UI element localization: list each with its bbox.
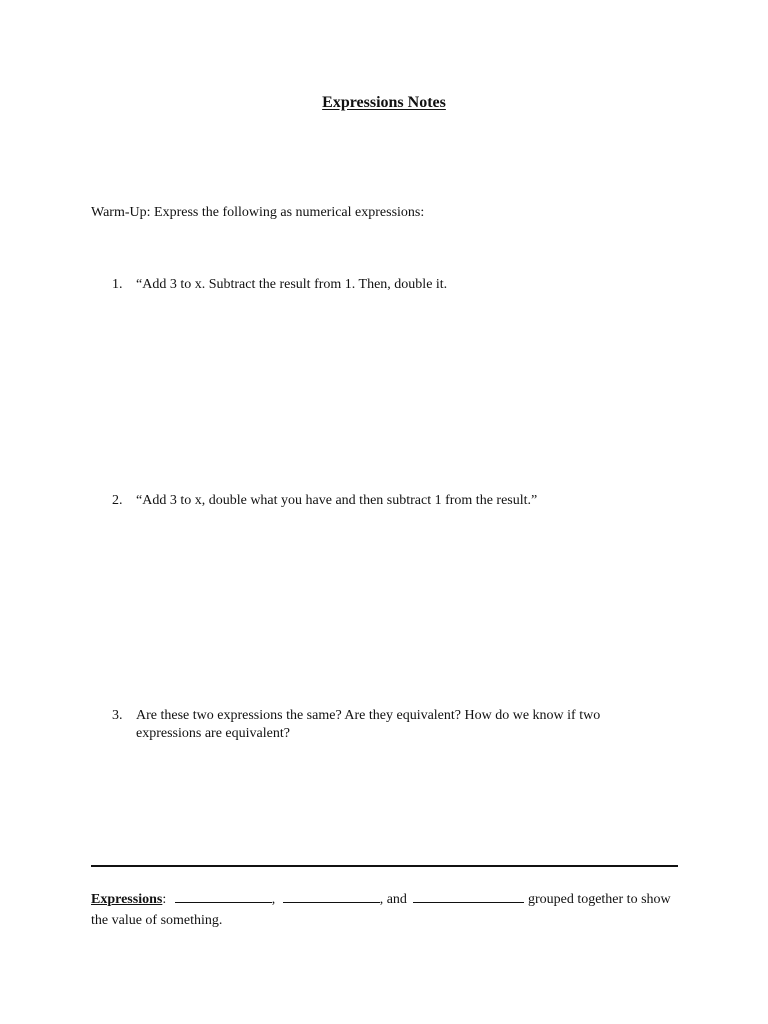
comma: , [379, 892, 384, 907]
section-divider [91, 865, 678, 867]
definition-and: and [386, 892, 407, 907]
fill-in-blank-2[interactable] [283, 890, 380, 903]
question-3 [112, 707, 657, 743]
comma: , [271, 892, 276, 907]
question-text: “Add 3 to x. Subtract the result from 1. Then, double it. [136, 277, 448, 292]
question-text: Are these two expressions the same? Are they equivalent? How do we know if two expressions are equivalent? [136, 708, 601, 741]
warmup-instructions: Warm-Up: Express the following as numerical expressions: [91, 205, 425, 220]
question-1 [112, 276, 672, 294]
question-2 [112, 492, 672, 510]
expressions-definition [91, 889, 681, 931]
question-number: 1. [112, 277, 123, 292]
definition-term: Expressions [91, 892, 163, 907]
fill-in-blank-1[interactable] [175, 890, 272, 903]
definition-colon: : [162, 892, 167, 907]
page-title: Expressions Notes [322, 94, 446, 111]
definition-ending: grouped together to show the value of something. [91, 892, 671, 928]
question-text: “Add 3 to x, double what you have and then subtract 1 from the result.” [136, 493, 538, 508]
question-number: 2. [112, 493, 123, 508]
question-number: 3. [112, 708, 123, 723]
fill-in-blank-3[interactable] [413, 890, 524, 903]
